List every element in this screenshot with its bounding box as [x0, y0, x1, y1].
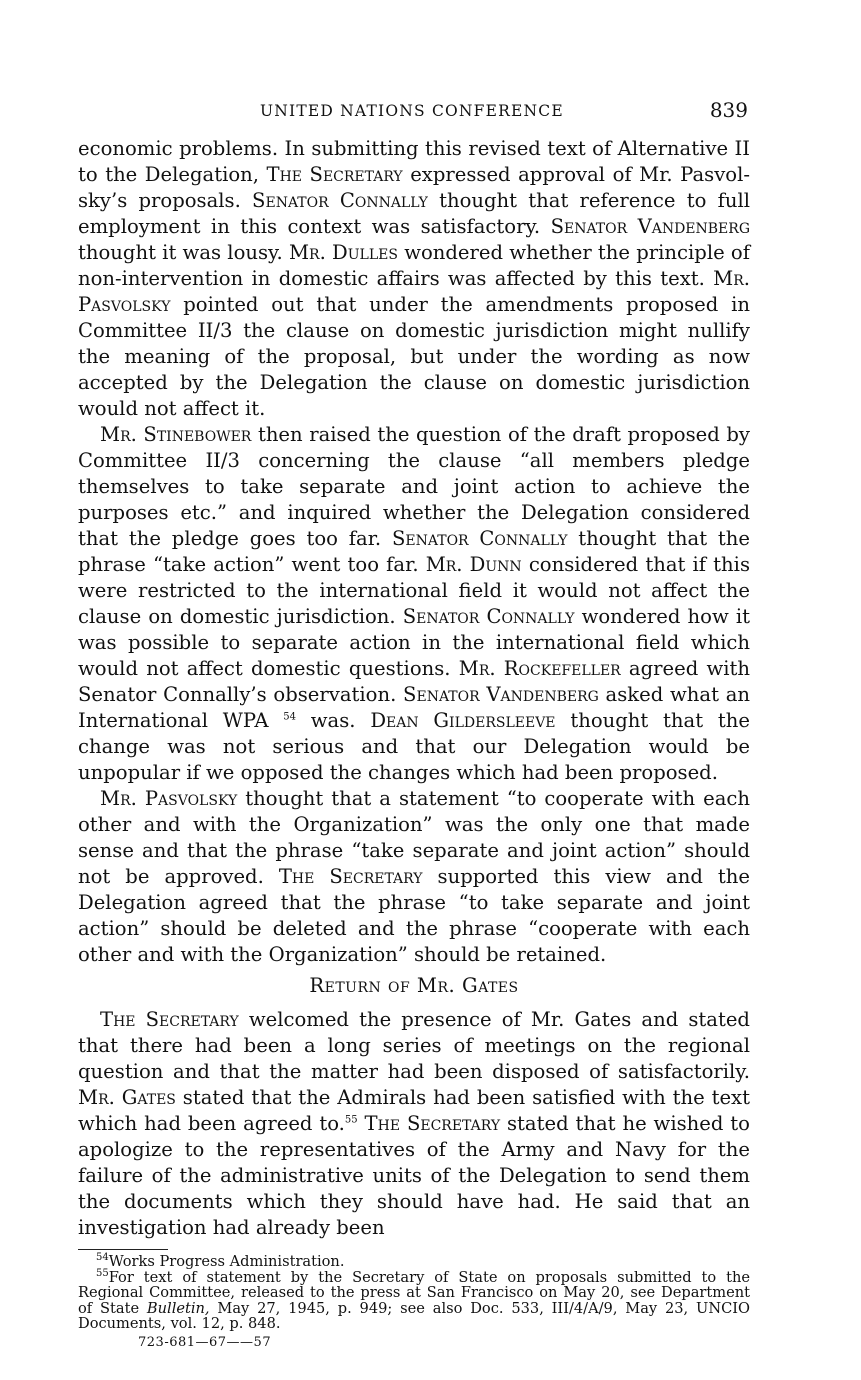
- footnote-ref-54: 54: [283, 711, 296, 723]
- speaker-name: Senator Connally: [252, 189, 428, 212]
- text-run: was.: [296, 709, 371, 732]
- text-run: considered that if this were restricted to the international field it would not affect the clause on domestic jurisdiction.: [78, 553, 750, 628]
- section-heading: Return of Mr. Gates: [309, 974, 519, 997]
- document-page: [78, 96, 750, 1350]
- speaker-name: Mr. Rockefeller: [458, 657, 621, 680]
- speaker-name: Mr. Gates: [78, 1086, 176, 1109]
- speaker-name: Mr. Dulles: [288, 241, 398, 264]
- text-run: thought that the change was not serious and that our Delegation would be unpopular if we opposed the changes which had been proposed.: [78, 709, 750, 784]
- page-number: 839: [709, 98, 748, 122]
- footnote-text: For text of statement by the Secretary of State on proposals submitted to the Regional Committee, released to the press at San Francisco on May 20, see Department of State: [78, 1268, 750, 1317]
- footnote-55: [78, 1267, 750, 1333]
- text-run: wondered whether the principle of non-intervention in domestic affairs was affected by this text.: [78, 241, 750, 290]
- text-run: expressed approval of Mr. Pasvolsky’s proposals.: [78, 163, 750, 212]
- footnotes: [78, 1254, 750, 1332]
- text-run: welcomed the presence of Mr. Gates and stated that there had been a long series of meetings on the regional question and that the matter had been disposed of satisfactorily.: [78, 1008, 750, 1083]
- speaker-name: Mr. Pasvolsky: [100, 787, 238, 810]
- footnote-text: May 27, 1945, p. 949; see also Doc. 533, III/4/A/9, May 23, UNCIO Documents, vol. 12, p. 848.: [78, 1299, 750, 1333]
- footnote-mark: 55: [96, 1267, 109, 1279]
- text-run: thought it was lousy.: [78, 241, 289, 264]
- text-run: thought that the phrase “take action” went too far.: [78, 527, 750, 576]
- speaker-name: Senator Vandenberg: [550, 215, 751, 238]
- paragraph-2: [78, 422, 750, 786]
- footnote-54: [78, 1254, 750, 1270]
- speaker-name: The Secretary: [100, 1008, 239, 1031]
- footnote-divider: [78, 1249, 168, 1250]
- body-text: [78, 136, 750, 1241]
- speaker-name: The Secretary: [364, 1112, 501, 1135]
- text-run: agreed with Senator Connally’s observation.: [78, 657, 751, 706]
- paragraph-4: [78, 1007, 750, 1241]
- footnote-text: Works Progress Administration.: [108, 1253, 345, 1270]
- text-run: thought that a statement “to cooperate with each other and with the Organization” was the only one that made sense and that the phrase “take separate and joint action” should not be approved.: [78, 787, 751, 888]
- paragraph-3: [78, 786, 750, 968]
- speaker-name: Dean Gildersleeve: [370, 709, 556, 732]
- text-run: stated that he wished to apologize to the representatives of the Army and Navy for the failure of the administrative units of the Delegation to send them the documents which they should have had. He said that an investigation had already been: [78, 1112, 750, 1239]
- speaker-name: The Secretary: [266, 163, 403, 186]
- speaker-name: Mr. Stinebower: [100, 423, 252, 446]
- text-run: stated that the Admirals had been satisfied with the text which had been agreed to.: [78, 1086, 750, 1135]
- text-run: supported this view and the Delegation agreed that the phrase “to take separate and joint action” should be deleted and the phrase “cooperate with each other and with the Organization” should be retained.: [78, 865, 750, 966]
- paragraph-1: [78, 136, 750, 422]
- speaker-name: Mr. Pasvolsky: [78, 267, 750, 316]
- speaker-name: Senator Connally: [402, 605, 575, 628]
- running-title: UNITED NATIONS CONFERENCE: [260, 102, 564, 120]
- speaker-name: The Secretary: [278, 865, 423, 888]
- speaker-name: Senator Connally: [392, 527, 568, 550]
- footnote-mark: 54: [96, 1252, 109, 1264]
- running-header: [78, 96, 750, 136]
- text-run: then raised the question of the draft proposed by Committee II/3 concerning the clause “all members pledge themselves to take separate and joint action to achieve the purposes etc.” and inquired whether the Delegation considered that the pledge goes too far.: [78, 423, 750, 550]
- text-run: asked what an International WPA: [78, 683, 750, 732]
- text-run: wondered how it was possible to separate action in the international field which would not affect domestic questions.: [78, 605, 751, 680]
- speaker-name: Mr. Dunn: [425, 553, 522, 576]
- text-run: pointed out that under the amendments proposed in Committee II/3 the clause on domestic jurisdiction might nullify the meaning of the proposal, but under the wording as now accepted by the Delegation the clause on domestic jurisdiction would not affect it.: [78, 293, 750, 420]
- text-run: [358, 1112, 365, 1135]
- text-run: economic problems. In submitting this revised text of Alternative II to the Delegation,: [78, 137, 750, 186]
- text-run: thought that reference to full employment in this context was satisfactory.: [78, 189, 751, 238]
- printer-code: 723-681—67——57: [138, 1334, 272, 1350]
- footnote-italic: Bulletin,: [146, 1299, 210, 1317]
- footnote-ref-55: 55: [344, 1114, 358, 1126]
- speaker-name: Senator Vandenberg: [403, 683, 599, 706]
